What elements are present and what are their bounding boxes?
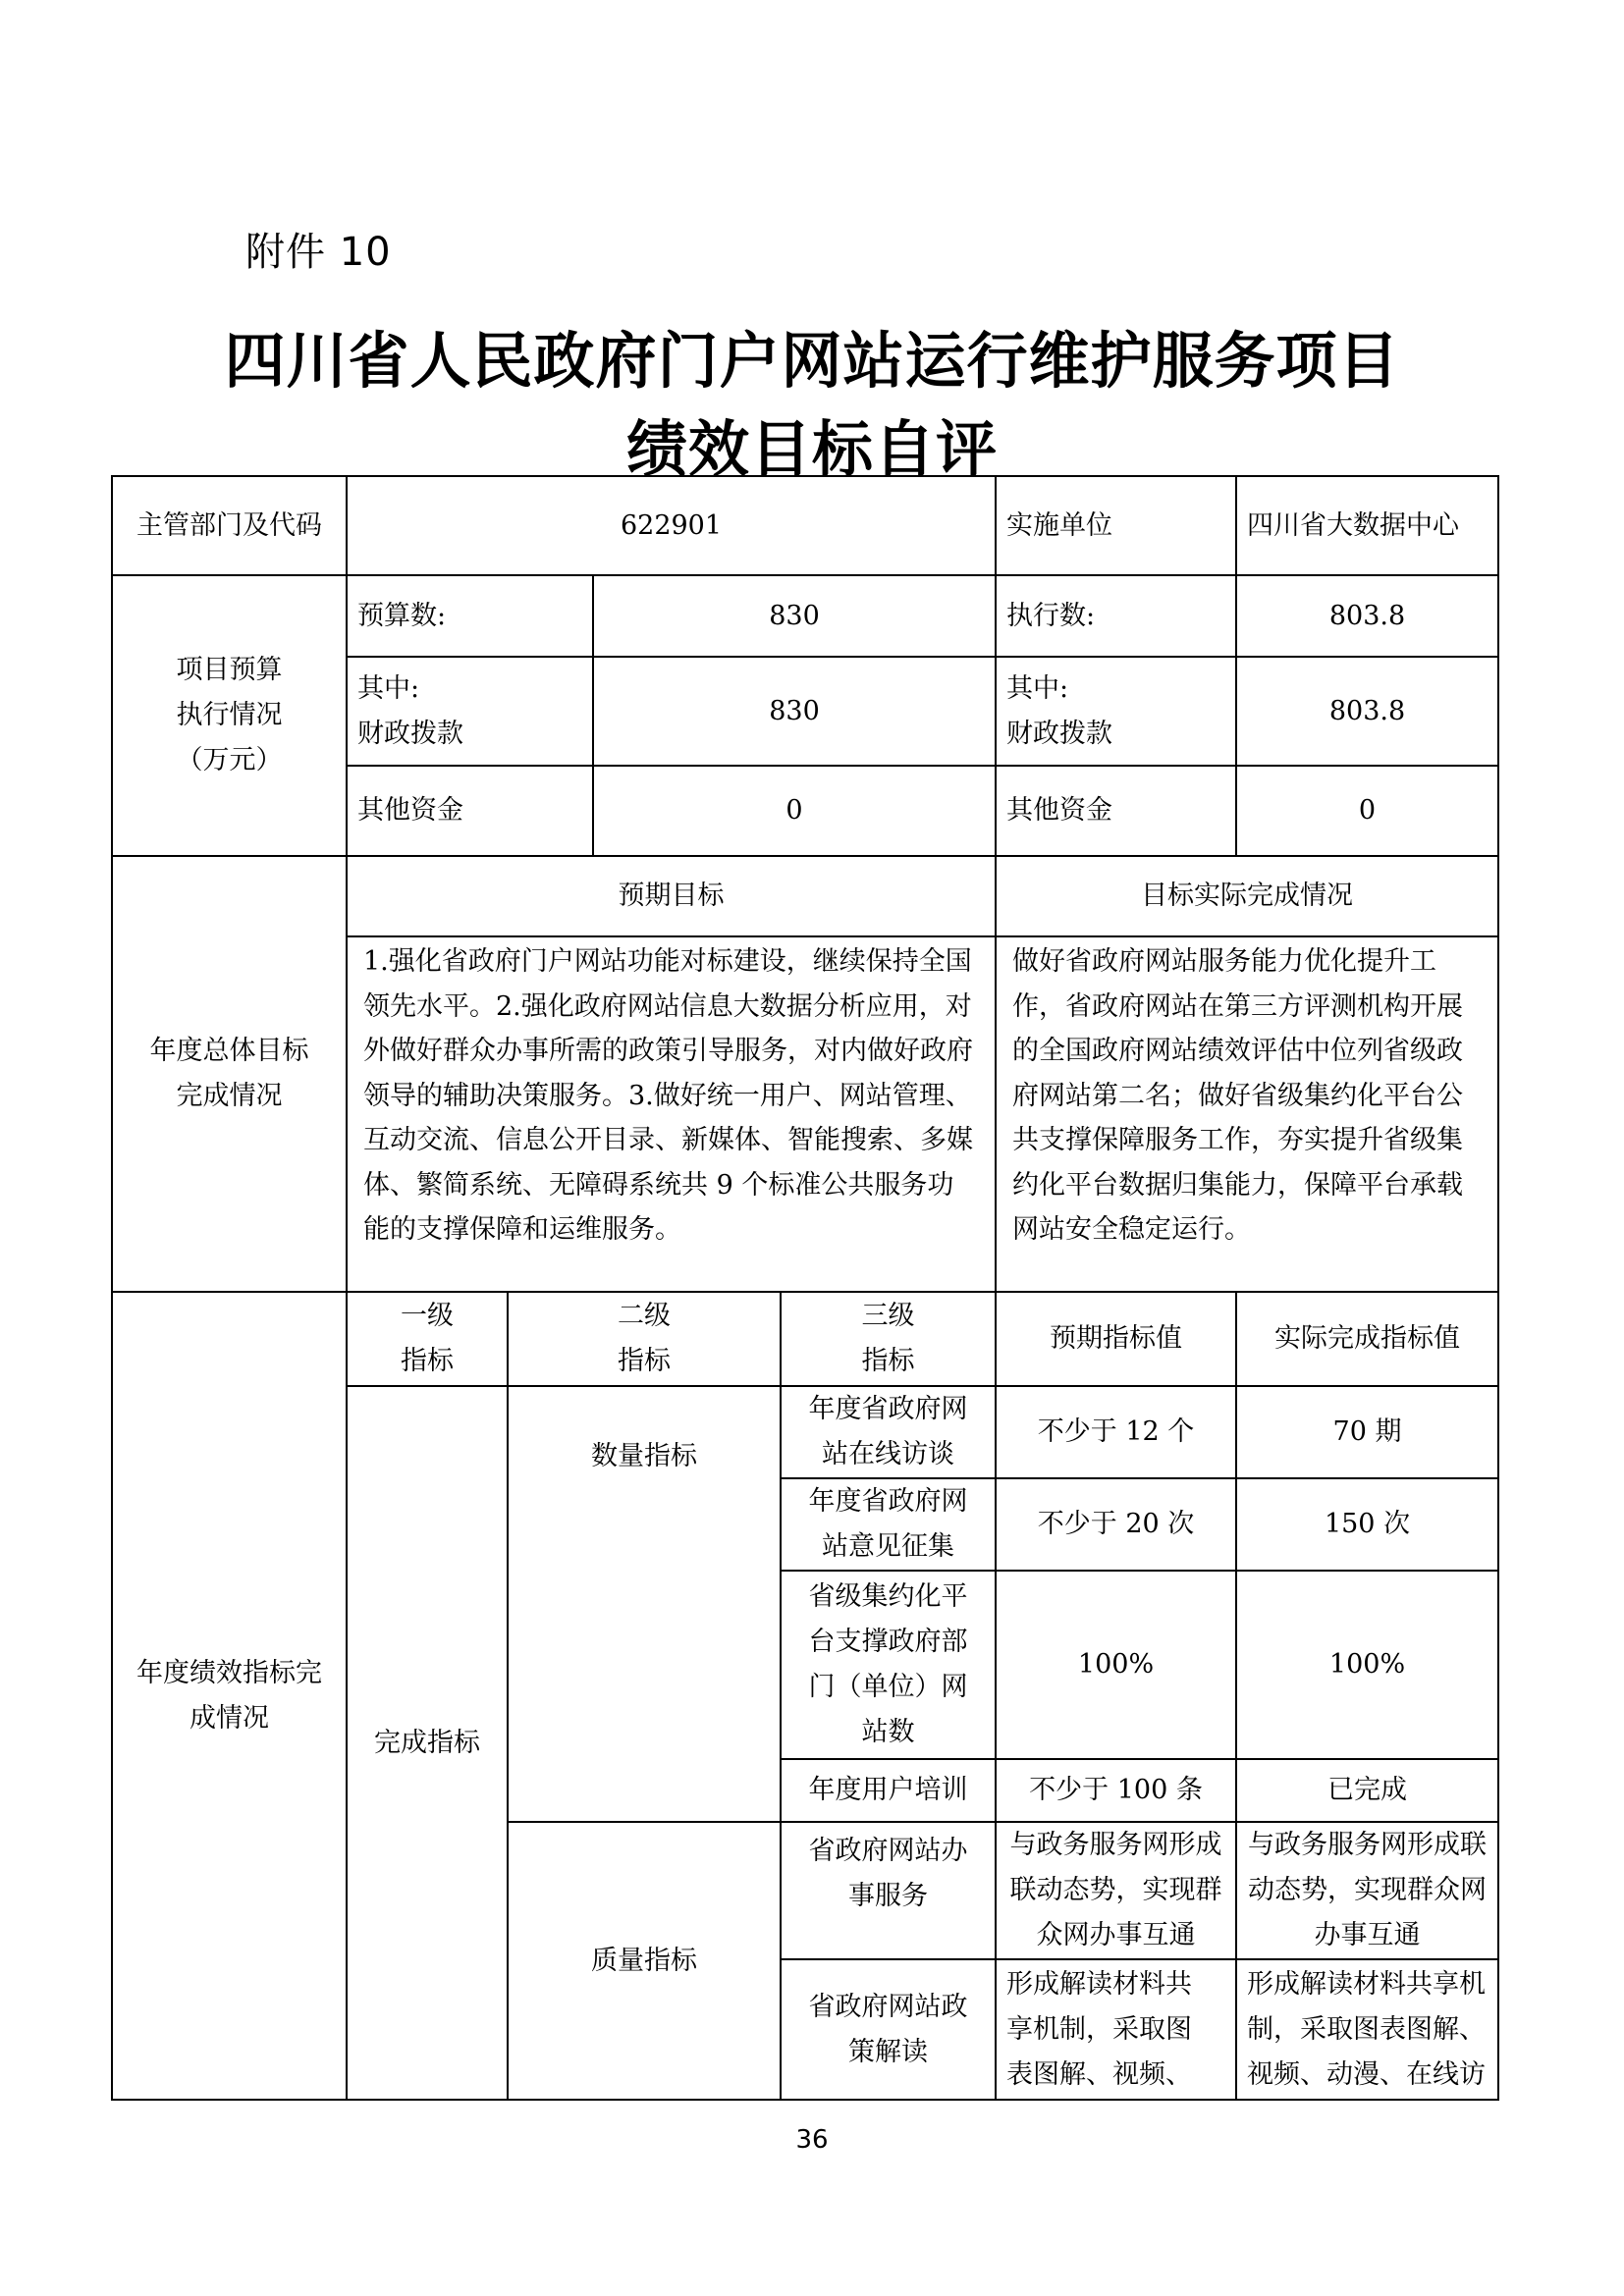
indicator-actual: 形成解读材料共享机 制，采取图表图解、 视频、动漫、在线访 <box>1236 1959 1498 2100</box>
quality-indicator-label: 质量指标 <box>508 1822 781 2100</box>
expected-goal-text: 1.强化省政府门户网站功能对标建设，继续保持全国领先水平。2.强化政府网站信息大数据分析应用，对外做好群众办事所需的政策引导服务，对内做好政府领导的辅助决策服务。3.做好统一用户、网站管理、互动交流、信息公开目录、新媒体、智能搜索、多媒体、繁简系统、无障碍系统共 9 个标准公共服务功能的支撑保障和运维服务。 <box>347 936 996 1292</box>
indicator-expected: 形成解读材料共 享机制，采取图 表图解、视频、 <box>996 1959 1236 2100</box>
impl-value: 四川省大数据中心 <box>1236 476 1498 575</box>
expected-goal-header: 预期目标 <box>347 856 996 936</box>
indicator-name: 省政府网站办 事服务 <box>781 1822 996 1959</box>
document-title-line-2: 绩效目标自评 <box>625 413 998 485</box>
attachment-label: 附件 10 <box>245 230 392 275</box>
dept-label: 主管部门及代码 <box>112 476 347 575</box>
col-level1-header: 一级 指标 <box>347 1292 508 1386</box>
other-funds-exec: 0 <box>1236 766 1498 856</box>
indicator-actual: 150 次 <box>1236 1478 1498 1571</box>
budget-label: 预算数: <box>347 575 593 657</box>
page-number: 36 <box>795 2125 829 2155</box>
indicator-actual: 已完成 <box>1236 1759 1498 1822</box>
exec-value: 803.8 <box>1236 575 1498 657</box>
indicator-actual: 100% <box>1236 1571 1498 1759</box>
indicator-name: 省政府网站政 策解读 <box>781 1959 996 2100</box>
indicator-name: 年度用户培训 <box>781 1759 996 1822</box>
quantity-indicator-label: 数量指标 <box>508 1386 781 1822</box>
col-level3-header: 三级 指标 <box>781 1292 996 1386</box>
indicator-expected: 不少于 12 个 <box>996 1386 1236 1478</box>
self-evaluation-table <box>111 475 1499 2101</box>
budget-value: 830 <box>593 575 996 657</box>
indicators-section-label: 年度绩效指标完 成情况 <box>112 1292 347 2100</box>
fiscal-budget-value: 830 <box>593 657 996 766</box>
document-title-line-1: 四川省人民政府门户网站运行维护服务项目 <box>224 325 1400 397</box>
fiscal-exec-label: 其中: 财政拨款 <box>996 657 1236 766</box>
col-actual-header: 实际完成指标值 <box>1236 1292 1498 1386</box>
budget-section-label: 项目预算 执行情况 （万元） <box>112 575 347 856</box>
indicator-name: 年度省政府网 站在线访谈 <box>781 1386 996 1478</box>
other-funds-label: 其他资金 <box>347 766 593 856</box>
indicator-expected: 不少于 20 次 <box>996 1478 1236 1571</box>
level1-completion: 完成指标 <box>347 1386 508 2100</box>
indicator-expected: 与政务服务网形成 联动态势，实现群 众网办事互通 <box>996 1822 1236 1959</box>
other-funds-exec-label: 其他资金 <box>996 766 1236 856</box>
other-funds-budget: 0 <box>593 766 996 856</box>
indicator-name: 年度省政府网 站意见征集 <box>781 1478 996 1571</box>
col-expected-header: 预期指标值 <box>996 1292 1236 1386</box>
indicator-expected: 不少于 100 条 <box>996 1759 1236 1822</box>
actual-goal-text: 做好省政府网站服务能力优化提升工作，省政府网站在第三方评测机构开展的全国政府网站绩效评估中位列省级政府网站第二名；做好省级集约化平台公共支撑保障服务工作，夯实提升省级集约化平台数据归集能力，保障平台承载网站安全稳定运行。 <box>996 936 1498 1292</box>
impl-label: 实施单位 <box>996 476 1236 575</box>
indicator-actual: 70 期 <box>1236 1386 1498 1478</box>
dept-code: 622901 <box>347 476 996 575</box>
annual-goal-section-label: 年度总体目标 完成情况 <box>112 856 347 1292</box>
col-level2-header: 二级 指标 <box>508 1292 781 1386</box>
actual-goal-header: 目标实际完成情况 <box>996 856 1498 936</box>
fiscal-exec-value: 803.8 <box>1236 657 1498 766</box>
indicator-actual: 与政务服务网形成联 动态势，实现群众网 办事互通 <box>1236 1822 1498 1959</box>
indicator-name: 省级集约化平 台支撑政府部 门（单位）网 站数 <box>781 1571 996 1759</box>
fiscal-label: 其中: 财政拨款 <box>347 657 593 766</box>
exec-label: 执行数: <box>996 575 1236 657</box>
indicator-expected: 100% <box>996 1571 1236 1759</box>
